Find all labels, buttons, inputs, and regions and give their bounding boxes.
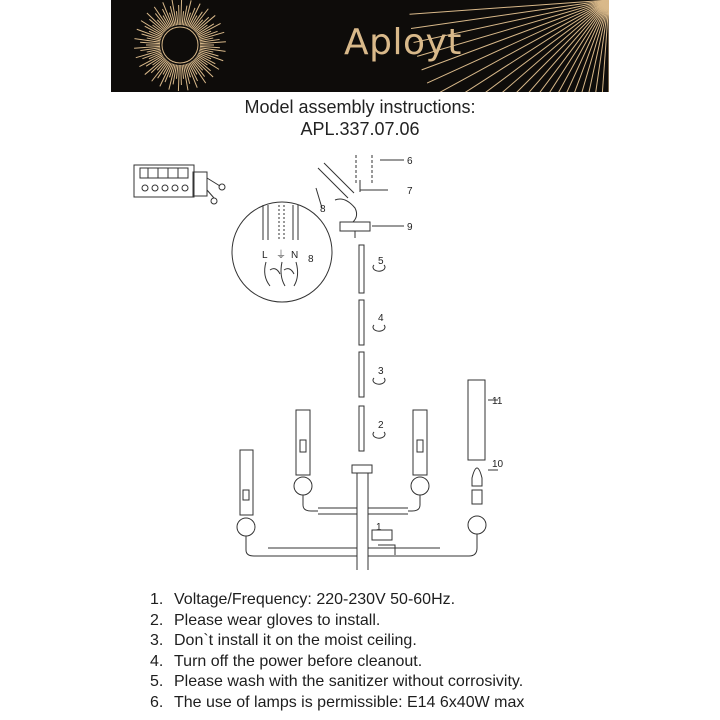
sun-ray bbox=[200, 46, 220, 47]
corner-ray bbox=[410, 0, 609, 14]
item-text: The use of lamps is permissible: E14 6x40W max bbox=[174, 693, 525, 711]
callout-9: 9 bbox=[407, 222, 413, 233]
list-item bbox=[150, 611, 710, 632]
item-number: 1. bbox=[150, 591, 164, 608]
sun-ray bbox=[181, 0, 182, 25]
label-neutral: N bbox=[291, 250, 299, 261]
callout-5: 5 bbox=[378, 256, 384, 267]
callout-3: 3 bbox=[378, 366, 384, 377]
item-text: Please wash with the sanitizer without corrosivity. bbox=[174, 673, 524, 690]
title-line-1: Model assembly instructions: bbox=[244, 97, 476, 117]
callout-2: 2 bbox=[378, 420, 384, 431]
sun-ray bbox=[182, 11, 183, 25]
item-text: Please wear gloves to install. bbox=[174, 611, 381, 629]
assembly-diagram bbox=[0, 140, 720, 570]
sun-ray bbox=[181, 65, 182, 85]
callout-10: 10 bbox=[492, 459, 504, 470]
central-hub bbox=[268, 465, 440, 570]
callout-8: 8 bbox=[320, 204, 326, 215]
callout-6: 6 bbox=[407, 156, 413, 167]
label-live: L bbox=[262, 250, 268, 261]
sun-ray bbox=[176, 11, 177, 25]
item-number: 4. bbox=[150, 652, 164, 670]
lamp-outer-left bbox=[237, 450, 268, 556]
earth-icon: ⏚ bbox=[276, 250, 286, 261]
sun-ray bbox=[182, 65, 183, 79]
item-number: 5. bbox=[150, 673, 164, 690]
model-number: APL.337.07.06 bbox=[300, 119, 420, 139]
item-number: 2. bbox=[150, 611, 164, 629]
callout-11: 11 bbox=[492, 396, 503, 407]
item-text: Turn off the power before cleanout. bbox=[174, 652, 423, 670]
item-text: Voltage/Frequency: 220-230V 50-60Hz. bbox=[174, 591, 456, 608]
list-item bbox=[150, 693, 710, 714]
lamp-inner-right bbox=[408, 410, 429, 511]
instruction-list bbox=[150, 590, 710, 713]
item-number: 6. bbox=[150, 693, 164, 711]
mount-hardware bbox=[316, 155, 404, 238]
brand-banner bbox=[111, 0, 609, 92]
callout-7: 7 bbox=[407, 186, 413, 197]
sun-ray bbox=[178, 65, 179, 91]
page-title bbox=[0, 96, 720, 140]
lamp-outer-right bbox=[440, 380, 498, 556]
item-number: 3. bbox=[150, 632, 164, 649]
lamp-inner-left bbox=[294, 410, 318, 511]
sun-ray bbox=[176, 65, 177, 79]
item-text: Don`t install it on the moist ceiling. bbox=[174, 632, 417, 649]
list-item bbox=[150, 590, 710, 611]
list-item bbox=[150, 672, 710, 693]
callout-1: 1 bbox=[376, 522, 382, 533]
sun-ray bbox=[179, 5, 180, 25]
brand-logo-text: Aployt bbox=[344, 22, 462, 63]
sun-ray bbox=[140, 42, 160, 43]
list-item bbox=[150, 631, 710, 652]
terminal-block bbox=[134, 165, 225, 204]
detail-number: 8 bbox=[308, 254, 314, 265]
corner-ray bbox=[449, 0, 609, 92]
list-item bbox=[150, 652, 710, 673]
callout-4: 4 bbox=[378, 313, 384, 324]
